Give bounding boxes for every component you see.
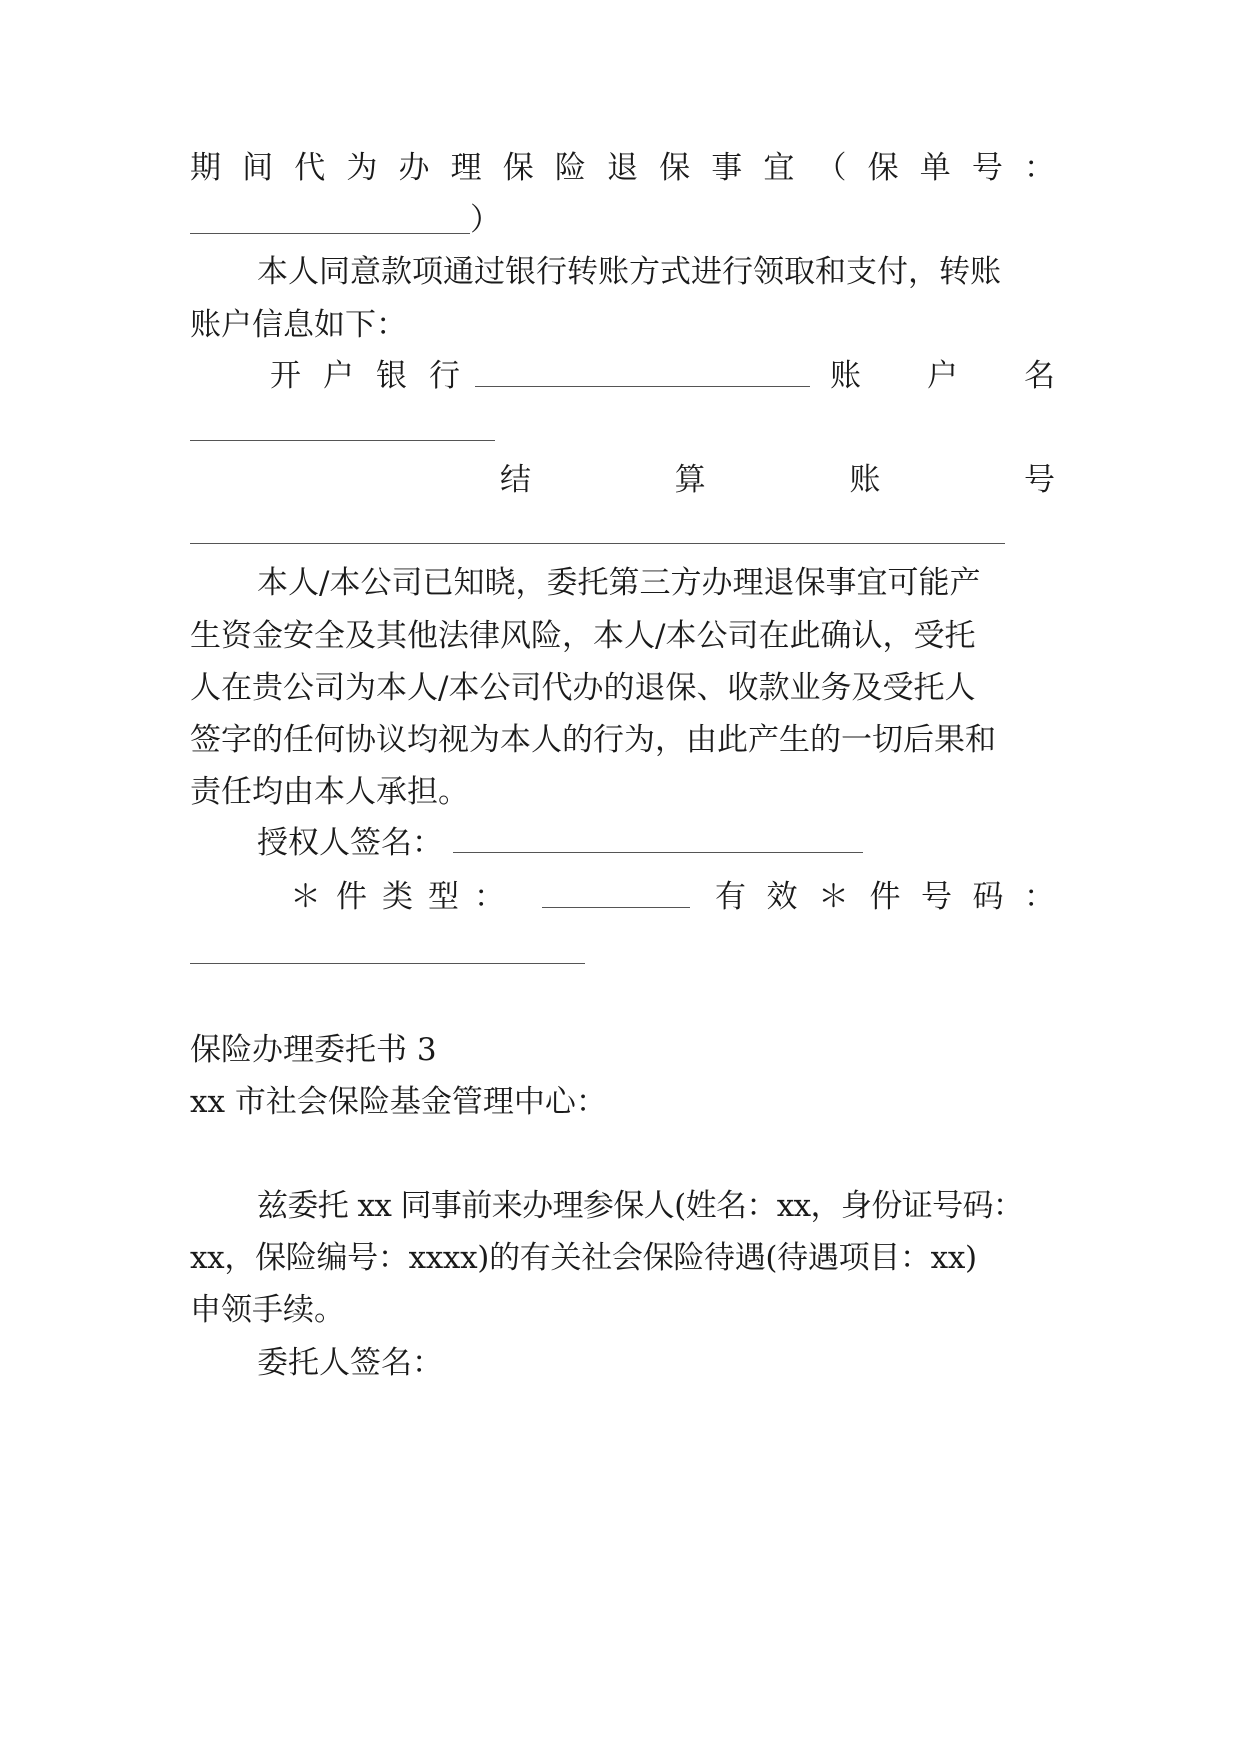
policy-line-char: 宜 <box>763 150 795 186</box>
bank-label <box>270 356 460 396</box>
policy-line-char: 保 <box>659 150 691 186</box>
bank-blank <box>475 358 810 387</box>
account-name-label-char: 名 <box>1024 358 1055 394</box>
delegator-signature-label: 委托人签名： <box>257 1345 443 1381</box>
policy-line-char: 保 <box>867 150 899 186</box>
authorizer-signature-line <box>257 823 1055 863</box>
id-number-label-char: 有 <box>715 879 746 915</box>
account-name-label <box>830 356 1055 396</box>
id-number-label <box>715 877 1055 917</box>
id-number-label-char: 效 <box>766 879 798 915</box>
policy-line-char: 理 <box>450 150 482 186</box>
policy-line-char: 单 <box>919 150 951 186</box>
authorizer-sign-blank <box>453 824 863 853</box>
id-type-label-char: ＊ <box>290 879 321 915</box>
doc3-body-line-3: 申领手续。 <box>190 1292 345 1328</box>
id-type-label-char: 类 <box>382 879 413 915</box>
id-type-label-char: 型 <box>428 879 459 915</box>
notice-line-3: 人在贵公司为本人/本公司代办的退保、收款业务及受托人 <box>190 670 976 706</box>
account-name-label-char: 账 <box>830 358 861 394</box>
bank-label-char: 银 <box>376 358 407 394</box>
policy-line-char: 期 <box>190 150 221 186</box>
consent-line-2: 账户信息如下： <box>190 307 407 343</box>
policy-line-char: 代 <box>294 150 326 186</box>
settlement-label-char: 算 <box>674 462 706 498</box>
close-paren: ） <box>470 202 501 238</box>
id-number-label-char: 码 <box>972 879 1004 915</box>
policy-line-char: 间 <box>242 150 274 186</box>
notice-line-5: 责任均由本人承担。 <box>190 774 469 810</box>
consent-line-1: 本人同意款项通过银行转账方式进行领取和支付，转账 <box>257 254 1001 290</box>
policy-line-char: 为 <box>346 150 378 186</box>
settlement-label-char: 号 <box>1023 462 1055 498</box>
doc3-title: 保险办理委托书 3 <box>190 1032 437 1068</box>
id-type-label-char: 件 <box>336 879 367 915</box>
settlement-account-blank <box>190 543 1005 544</box>
doc3-body-line-1: 兹委托 xx 同事前来办理参保人(姓名：xx，身份证号码： <box>257 1188 1024 1224</box>
bank-label-char: 户 <box>323 358 354 394</box>
doc3-body-line-2: xx，保险编号：xxxx)的有关社会保险待遇(待遇项目：xx) <box>190 1240 977 1276</box>
id-type-blank <box>542 879 690 908</box>
bank-label-char: 行 <box>429 358 460 394</box>
id-number-label-char: ： <box>1024 879 1055 915</box>
id-number-blank <box>190 963 585 964</box>
settlement-account-label <box>500 460 1055 500</box>
id-number-label-char: 号 <box>921 879 952 915</box>
policy-line-char: 险 <box>554 150 586 186</box>
id-number-label-char: ＊ <box>818 879 849 915</box>
authorizer-sign-label: 授权人签名： <box>257 825 443 861</box>
policy-line-char: 号 <box>971 150 1003 186</box>
id-number-label-char: 件 <box>869 879 901 915</box>
policy-line-char: 事 <box>711 150 743 186</box>
policy-number-blank <box>190 233 470 234</box>
settlement-label-char: 账 <box>849 462 881 498</box>
settlement-label-char: 结 <box>500 462 531 498</box>
policy-number-line <box>190 148 1055 188</box>
account-name-label-char: 户 <box>927 358 958 394</box>
policy-line-char: 退 <box>607 150 638 186</box>
id-type-label <box>290 877 505 917</box>
notice-line-1: 本人/本公司已知晓，委托第三方办理退保事宜可能产 <box>257 565 981 601</box>
notice-line-4: 签字的任何协议均视为本人的行为，由此产生的一切后果和 <box>190 722 996 758</box>
id-type-label-char: ： <box>474 879 505 915</box>
policy-line-char: ： <box>1024 150 1055 186</box>
notice-line-2: 生资金安全及其他法律风险，本人/本公司在此确认，受托 <box>190 618 976 654</box>
policy-line-char: 办 <box>398 150 430 186</box>
policy-line-char: （ <box>815 150 847 186</box>
bank-label-char: 开 <box>270 358 301 394</box>
doc3-addressee: xx 市社会保险基金管理中心： <box>190 1084 607 1120</box>
policy-line-char: 保 <box>502 150 534 186</box>
account-name-blank <box>190 440 495 441</box>
